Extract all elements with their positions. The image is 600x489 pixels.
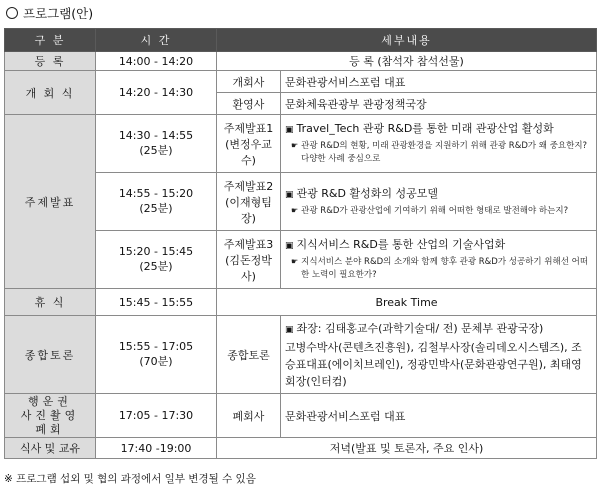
header-time: 시 간 [96, 29, 217, 52]
presentation-1-content [281, 115, 597, 173]
presentation-1-detail: 관광 R&D의 현황, 미래 관광환경을 지원하기 위해 관광 R&D가 왜 중요한지? 다양한 사례 중심으로 [301, 141, 588, 164]
presentation-1-role: 주제발표1 (변정우교수) [217, 115, 281, 173]
dinner-content: 저녁(발표 및 토론자, 주요 인사) [217, 438, 597, 459]
header-category: 구 분 [5, 29, 96, 52]
program-heading [6, 4, 93, 22]
registration-row [5, 52, 597, 71]
program-table [4, 28, 597, 459]
presentation-3-time: 15:20 - 15:45 (25분) [96, 231, 217, 289]
header-details: 세부내용 [217, 29, 597, 52]
presentation-2-role: 주제발표2 (이재형팀장) [217, 173, 281, 231]
opening-row-1 [5, 71, 597, 93]
discussion-row [5, 316, 597, 394]
pointer-icon: ☛ [291, 205, 299, 215]
welcome-speech-content: 문화체육관광부 관광정책국장 [281, 93, 597, 115]
presentation-1-topic: Travel_Tech 관광 R&D를 통한 미래 관광산업 활성화 [296, 122, 554, 135]
registration-category: 등 록 [5, 52, 96, 71]
closing-role: 폐회사 [217, 394, 281, 438]
closing-row [5, 394, 597, 438]
square-bullet-icon: ▣ [285, 189, 294, 200]
break-content: Break Time [217, 289, 597, 316]
opening-speech-content: 문화관광서비스포럼 대표 [281, 71, 597, 93]
closing-category: 행운권 사진촬영 폐회 [5, 394, 96, 438]
presentation-3-topic: 지식서비스 R&D를 통한 산업의 기술사업화 [296, 238, 506, 251]
welcome-speech-role: 환영사 [217, 93, 281, 115]
square-bullet-icon: ▣ [285, 324, 294, 335]
presentation-2-topic: 관광 R&D 활성화의 성공모델 [296, 186, 438, 200]
pointer-icon: ☛ [291, 141, 299, 150]
break-time: 15:45 - 15:55 [96, 289, 217, 316]
break-category: 휴 식 [5, 289, 96, 316]
discussion-category: 종합토론 [5, 316, 96, 394]
presentation-3-detail: 지식서비스 분야 R&D의 소개와 함께 향후 관광 R&D가 성공하기 위해선 어떠한 노력이 필요한가? [301, 257, 589, 280]
discussion-role: 종합토론 [217, 316, 281, 394]
footnote: ※ 프로그램 섭외 및 협의 과정에서 일부 변경될 수 있음 [4, 473, 256, 485]
opening-time: 14:20 - 14:30 [96, 71, 217, 115]
circle-bullet-icon [6, 7, 18, 19]
presentation-category: 주제발표 [5, 115, 96, 289]
discussion-chair: 좌장: 김태홍교수(과학기술대/ 전) 문체부 관광국장) [296, 321, 544, 335]
presentation-2-time: 14:55 - 15:20 (25분) [96, 173, 217, 231]
discussion-panel: 고병수박사(콘텐츠진흥원), 김철부사장(솔리데오시스템즈), 조승표대표(에이치브레인), 정광민박사(문화관광연구원), 최태영회장(인터컴) [285, 340, 582, 388]
square-bullet-icon: ▣ [285, 125, 294, 135]
presentation-1-time: 14:30 - 14:55 (25분) [96, 115, 217, 173]
registration-time: 14:00 - 14:20 [96, 52, 217, 71]
square-bullet-icon: ▣ [285, 241, 294, 251]
discussion-time: 15:55 - 17:05 (70분) [96, 316, 217, 394]
opening-category: 개 회 식 [5, 71, 96, 115]
presentation-2-content [281, 173, 597, 231]
opening-speech-role: 개회사 [217, 71, 281, 93]
discussion-content [281, 316, 597, 394]
presentation-3-role: 주제발표3 (김돈정박사) [217, 231, 281, 289]
presentation-row-1 [5, 115, 597, 173]
dinner-time: 17:40 -19:00 [96, 438, 217, 459]
closing-time: 17:05 - 17:30 [96, 394, 217, 438]
registration-content: 등 록 (참석자 참석선물) [217, 52, 597, 71]
pointer-icon: ☛ [291, 257, 299, 266]
presentation-2-detail: 관광 R&D가 관광산업에 기여하기 위해 어떠한 형태로 발전해야 하는지? [301, 205, 569, 216]
table-header-row [5, 29, 597, 52]
closing-content: 문화관광서비스포럼 대표 [281, 394, 597, 438]
break-row [5, 289, 597, 316]
dinner-category: 식사 및 교유 [5, 438, 96, 459]
program-title: 프로그램(안) [23, 6, 94, 21]
presentation-3-content [281, 231, 597, 289]
dinner-row [5, 438, 597, 459]
